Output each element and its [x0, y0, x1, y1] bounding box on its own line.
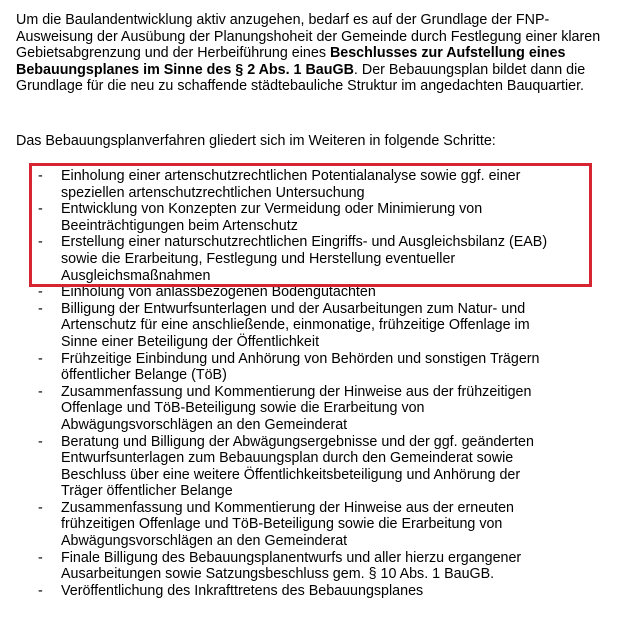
- bullet-dash: -: [38, 201, 43, 218]
- bullet-dash: -: [38, 284, 43, 301]
- step-text: Entwicklung von Konzepten zur Vermeidung oder Minimierung von Beeinträchtigungen beim Artenschutz: [61, 201, 483, 234]
- highlight-frame: [29, 163, 592, 287]
- intro-text-1: Um die Baulandentwicklung aktiv anzugehen, bedarf es auf der Grundlage der FNP-Ausweisung der Ausübung der Planungshoheit der Gemeinde durch Festlegung einer klaren Gebietsabgrenzung und der Herbeiführung eines: [16, 12, 601, 62]
- step-text: Billigung der Entwurfsunterlagen und der Ausarbeitungen zum Natur- und Artenschutz für eine anschließende, einmonatige, frühzeitige Offenlage im Sinne einer Beteiligung der Öffentlichkeit: [61, 300, 530, 350]
- step-item: [38, 583, 558, 600]
- step-text: Veröffentlichung des Inkrafttretens des Bebauungsplanes: [61, 582, 424, 599]
- step-item: [38, 301, 558, 351]
- bullet-dash: -: [38, 549, 43, 566]
- step-text: Erstellung einer naturschutzrechtlichen Eingriffs- und Ausgleichsbilanz (EAB) sowie die Erarbeitung, Festlegung und Herstellung eventueller Ausgleichsmaßnahmen: [61, 234, 548, 284]
- bullet-dash: -: [38, 234, 43, 251]
- step-item: [38, 550, 558, 583]
- intro-paragraph: [16, 12, 616, 95]
- step-text: Beratung und Billigung der Abwägungsergebnisse und der ggf. geänderten Entwurfsunterlagen zum Bebauungsplan durch den Gemeinderat sowie Beschluss über eine weitere Öffentlichkeitsbeteiligung und Anhörung der Träger öffentlicher Belange: [61, 433, 534, 500]
- step-text: Einholung einer artenschutzrechtlichen Potentialanalyse sowie ggf. einer speziellen artenschutzrechtlichen Untersuchung: [61, 168, 521, 201]
- steps-lead-text: Das Bebauungsplanverfahren gliedert sich im Weiteren in folgende Schritte:: [16, 133, 496, 149]
- step-item: [38, 500, 558, 550]
- bullet-dash: -: [38, 300, 43, 317]
- intro-bold-text: Beschlusses zur Aufstellung eines Bebauungsplanes im Sinne des § 2 Abs. 1 BauGB: [16, 45, 566, 78]
- step-text: Finale Billigung des Bebauungsplanentwurfs und aller hierzu ergangener Ausarbeitungen sowie Satzungsbeschluss gem. § 10 Abs. 1 BauGB.: [61, 549, 522, 583]
- bullet-dash: -: [38, 350, 43, 367]
- bullet-dash: -: [38, 383, 43, 400]
- step-text: Zusammenfassung und Kommentierung der Hinweise aus der frühzeitigen Offenlage und TöB-Beteiligung sowie die Erarbeitung von Abwägungsvorschlägen an den Gemeinderat: [61, 383, 532, 433]
- intro-text-2: . Der Bebauungsplan bildet dann die Grundlage für die neu zu schaffende städtebauliche Struktur im angedachten Bauquartier.: [16, 61, 586, 95]
- step-item: [38, 384, 558, 434]
- step-item: [38, 434, 558, 500]
- step-text: Zusammenfassung und Kommentierung der Hinweise aus der erneuten frühzeitigen Offenlage und TöB-Beteiligung sowie die Erarbeitung von Abwägungsvorschlägen an den Gemeinderat: [61, 499, 514, 550]
- step-text: Einholung von anlassbezogenen Bodengutachten: [61, 284, 376, 301]
- bullet-dash: -: [38, 582, 43, 599]
- bullet-dash: -: [38, 433, 43, 450]
- bullet-dash: -: [38, 499, 43, 516]
- step-item: [38, 351, 558, 384]
- step-text: Frühzeitige Einbindung und Anhörung von Behörden und sonstigen Trägern öffentlicher Belange (TöB): [61, 350, 540, 384]
- bullet-dash: -: [38, 168, 43, 184]
